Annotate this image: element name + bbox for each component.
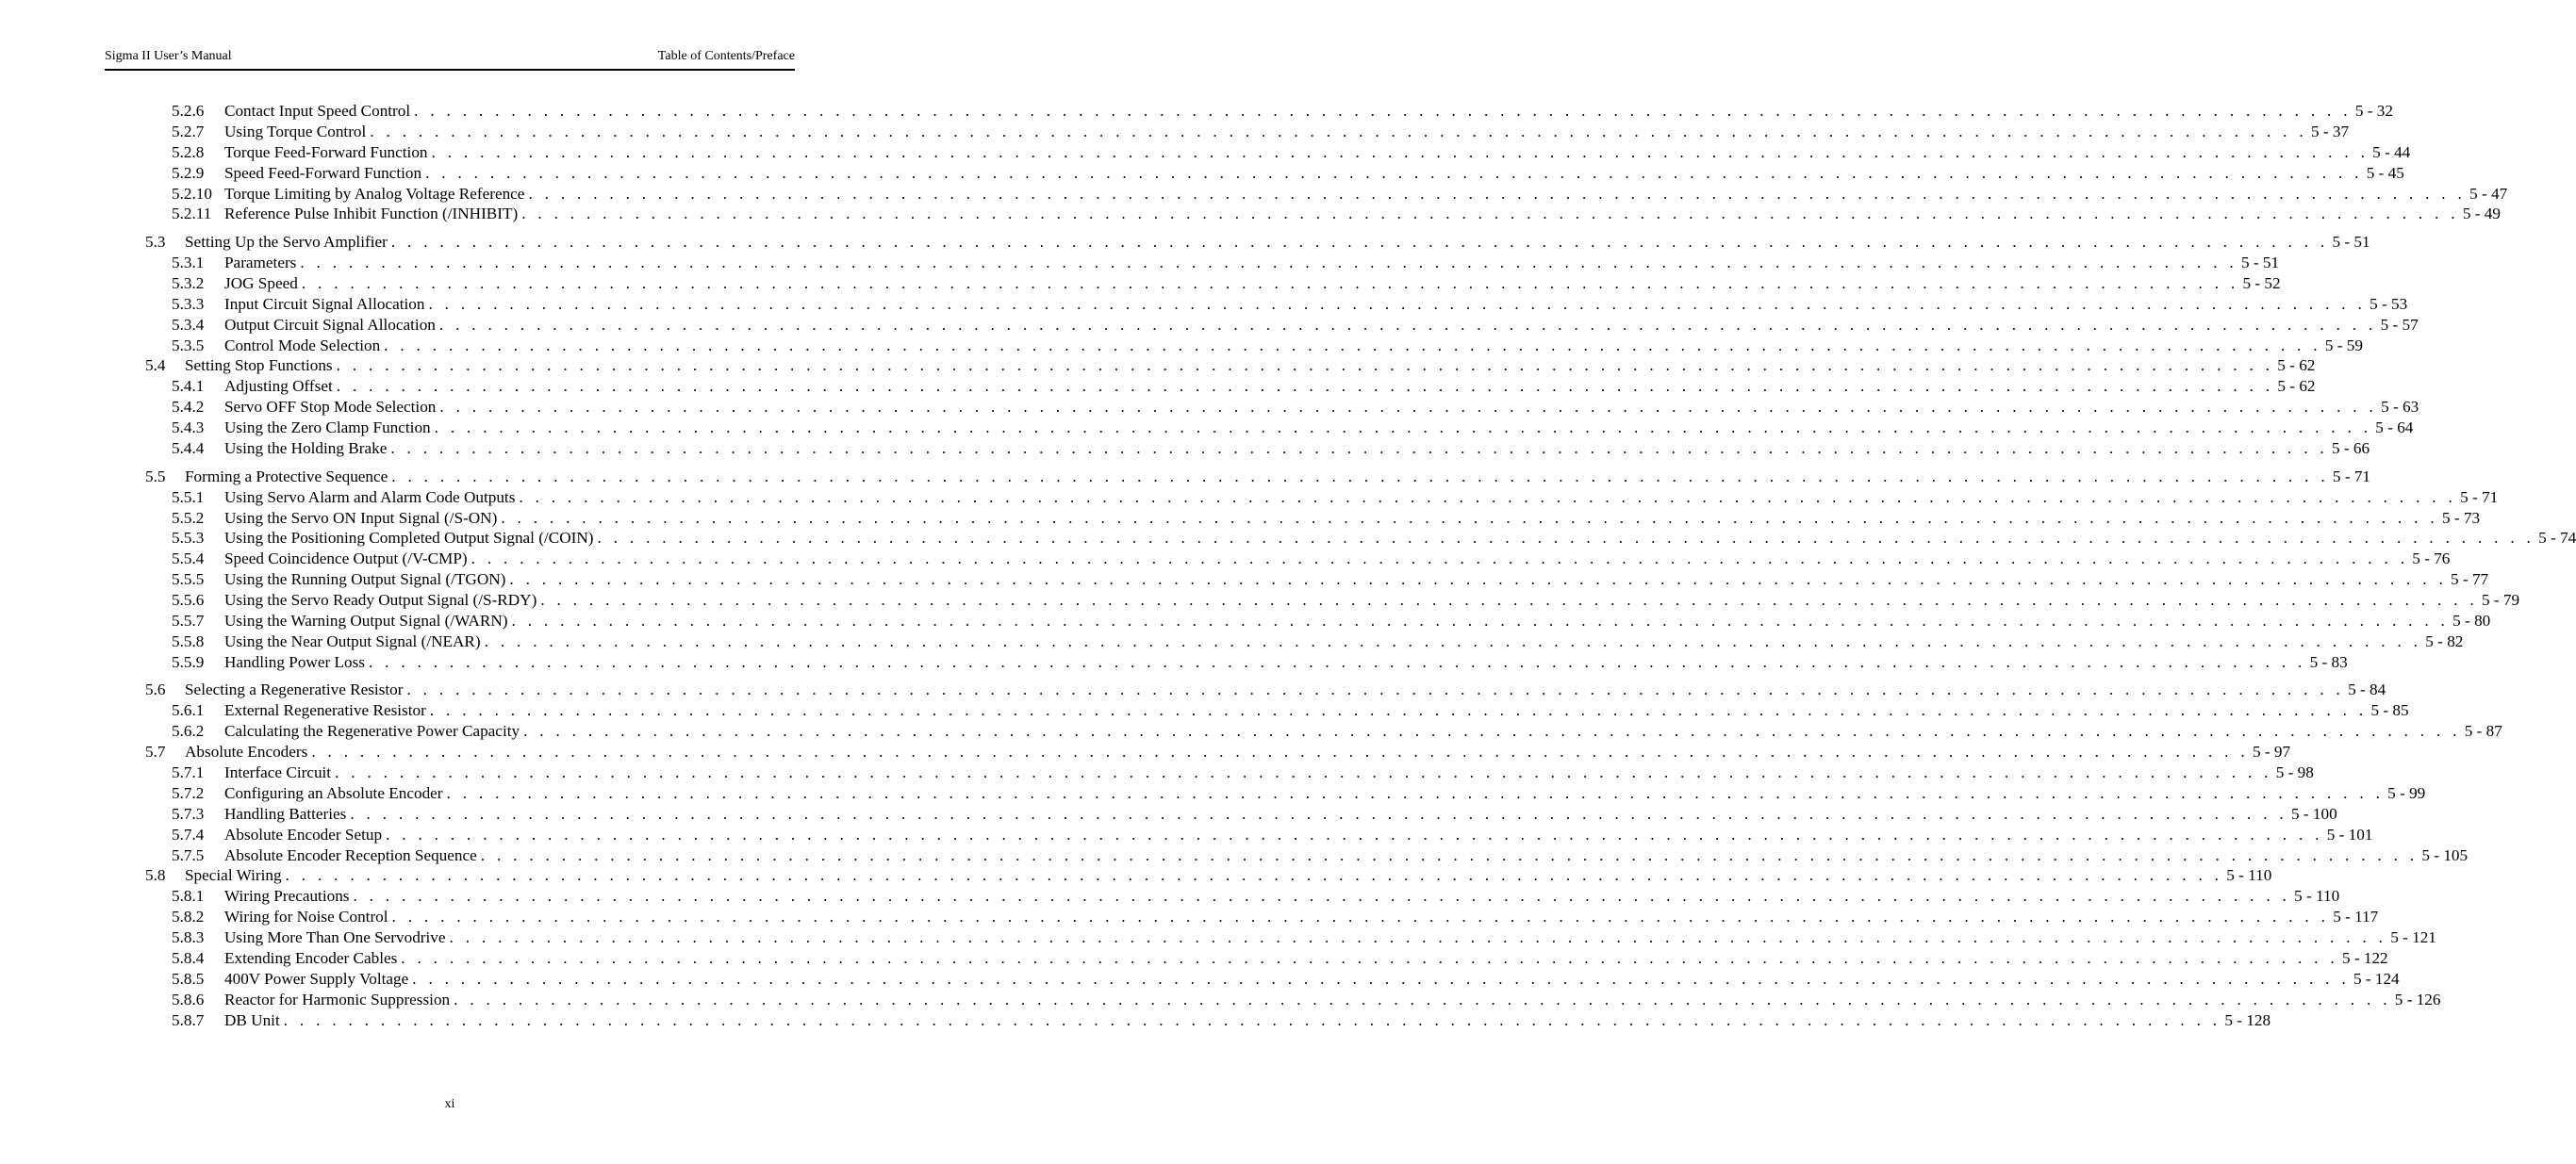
dot-leader: . . . . . . . . . . . . . . . . . . . . . . . . . . . . . . . . . . . . . . . . . . . . . . . . . . . . . . . . . . . . . . . . . . . . . . . . . . . . . . . . . . . . . . . . . . . . . . . . . . . . . . . . . . . . . . . . . . . . . . . . (511, 611, 2450, 630)
toc-entry[interactable] (0, 232, 2370, 253)
entry-title-line (224, 438, 2370, 459)
dot-leader: . . . . . . . . . . . . . . . . . . . . . . . . . . . . . . . . . . . . . . . . . . . . . . . . . . . . . . . . . . . . . . . . . . . . . . . . . . . . . . . . . . . . . . . . . . . . . . . . . . . . . . . . . . . . . . . . . . . . . . . . (390, 439, 2328, 458)
dot-leader: . . . . . . . . . . . . . . . . . . . . . . . . . . . . . . . . . . . . . . . . . . . . . . . . . . . . . . . . . . . . . . . . . . . . . . . . . . . . . . . . . . . . . . . . . . . . . . . . . . . . . . . . . . . . . . . . . . . . . . . . (523, 722, 2461, 741)
toc-entry[interactable] (0, 865, 2272, 886)
entry-title-line (224, 569, 2489, 590)
entry-title-line (224, 101, 2393, 122)
dot-leader: . . . . . . . . . . . . . . . . . . . . . . . . . . . . . . . . . . . . . . . . . . . . . . . . . . . . . . . . . . . . . . . . . . . . . . . . . . . . . . . . . . . . . . . . . . . . . . . . . . . . . . . . . . . . . . . . . . . . . . . . (391, 908, 2330, 926)
entry-title: Speed Feed-Forward Function (224, 163, 425, 184)
toc-entry[interactable] (0, 204, 2501, 224)
entry-title: 400V Power Supply Voltage (224, 969, 412, 990)
entry-page: 5 - 80 (2449, 611, 2490, 631)
entry-number: 5.8.5 (172, 969, 205, 988)
entry-page: 5 - 73 (2438, 508, 2480, 529)
dot-leader: . . . . . . . . . . . . . . . . . . . . . . . . . . . . . . . . . . . . . . . . . . . . . . . . . . . . . . . . . . . . . . . . . . . . . . . . . . . . . . . . . . . . . . . . . . . . . . . . . . . . . . . . . . . . . . . . . . . . . . . . (439, 398, 2378, 417)
entry-title: Parameters (224, 253, 300, 273)
entry-number: 5.8 (145, 866, 166, 885)
entry-title: Reference Pulse Inhibit Function (/INHIBIT) (224, 204, 521, 224)
entry-number: 5.4.1 (172, 377, 205, 396)
dot-leader: . . . . . . . . . . . . . . . . . . . . . . . . . . . . . . . . . . . . . . . . . . . . . . . . . . . . . . . . . . . . . . . . . . . . . . . . . . . . . . . . . . . . . . . . . . . . . . . . . . . . . . . . . . . . . . . . . . . . . . . . (336, 356, 2274, 375)
entry-number: 5.7.5 (172, 845, 205, 864)
dot-leader: . . . . . . . . . . . . . . . . . . . . . . . . . . . . . . . . . . . . . . . . . . . . . . . . . . . . . . . . . . . . . . . . . . . . . . . . . . . . . . . . . . . . . . . . . . . . . . . . . . . . . . . . . . . . . . . . . . . . . . . . (540, 591, 2478, 610)
toc-entry[interactable] (0, 845, 2469, 866)
toc-entry[interactable] (0, 184, 2508, 205)
toc-entry[interactable] (0, 762, 2314, 783)
entry-number: 5.7.4 (172, 825, 205, 844)
toc-entry[interactable] (0, 948, 2388, 969)
toc-entry[interactable] (0, 631, 2464, 652)
dot-leader: . . . . . . . . . . . . . . . . . . . . . . . . . . . . . . . . . . . . . . . . . . . . . . . . . . . . . . . . . . . . . . . . . . . . . . . . . . . . . . . . . . . . . . . . . . . . . . . . . . . . . . . . . . . . . . . . . . . . . . . . (370, 122, 2307, 140)
entry-title: Wiring for Noise Control (224, 907, 392, 927)
toc-entry[interactable] (0, 990, 2441, 1010)
entry-number: 5.3.5 (172, 336, 205, 354)
entry-title-line (224, 253, 2280, 273)
toc-entry[interactable] (0, 721, 2502, 742)
entry-title-line (224, 273, 2281, 294)
entry-title-line (224, 487, 2499, 508)
entry-page: 5 - 49 (2459, 204, 2501, 224)
entry-number: 5.8.7 (172, 1010, 205, 1029)
entry-number: 5.8.6 (172, 990, 205, 1008)
entry-page: 5 - 110 (2290, 886, 2339, 907)
entry-title: Reactor for Harmonic Suppression (224, 990, 454, 1010)
toc-entry[interactable] (0, 783, 2426, 804)
entry-page: 5 - 84 (2344, 680, 2386, 700)
entry-title: Absolute Encoders (185, 742, 311, 762)
dot-leader: . . . . . . . . . . . . . . . . . . . . . . . . . . . . . . . . . . . . . . . . . . . . . . . . . . . . . . . . . . . . . . . . . . . . . . . . . . . . . . . . . . . . . . . . . . . . . . . . . . . . . . . . . . . . . . . . . . . . . . . . (300, 254, 2238, 272)
toc-entry[interactable] (0, 397, 2419, 418)
entry-title: Special Wiring (185, 865, 286, 886)
entry-title: Servo OFF Stop Mode Selection (224, 397, 439, 418)
entry-page: 5 - 117 (2329, 907, 2378, 927)
dot-leader: . . . . . . . . . . . . . . . . . . . . . . . . . . . . . . . . . . . . . . . . . . . . . . . . . . . . . . . . . . . . . . . . . . . . . . . . . . . . . . . . . . . . . . . . . . . . . . . . . . . . . . . . . . . . . . . . . . . . . . . . (353, 887, 2291, 906)
dot-leader: . . . . . . . . . . . . . . . . . . . . . . . . . . . . . . . . . . . . . . . . . . . . . . . . . . . . . . . . . . . . . . . . . . . . . . . . . . . . . . . . . . . . . . . . . . . . . . . . . . . . . . . . . . . . . . . . . . . . . . . . (438, 315, 2377, 334)
toc-entry[interactable] (0, 927, 2436, 948)
entry-page: 5 - 77 (2447, 569, 2488, 590)
entry-title: JOG Speed (224, 273, 302, 294)
entry-title-line (224, 549, 2451, 569)
entry-title-line (185, 742, 2291, 762)
entry-page: 5 - 47 (2466, 184, 2507, 205)
toc-entry[interactable] (0, 273, 2281, 294)
entry-title: Using Torque Control (224, 122, 370, 142)
entry-title: Selecting a Regenerative Resistor (185, 680, 406, 700)
toc-entry[interactable] (0, 253, 2280, 273)
toc-entry[interactable] (0, 101, 2393, 122)
entry-title-line (224, 204, 2501, 224)
group-spacer (0, 224, 900, 232)
toc-entry[interactable] (0, 804, 2337, 825)
entry-number: 5.2.7 (172, 122, 205, 140)
entry-page: 5 - 51 (2328, 232, 2370, 253)
group-spacer (0, 673, 900, 680)
entry-title-line (224, 528, 2576, 549)
toc-entry[interactable] (0, 569, 2489, 590)
dot-leader: . . . . . . . . . . . . . . . . . . . . . . . . . . . . . . . . . . . . . . . . . . . . . . . . . . . . . . . . . . . . . . . . . . . . . . . . . . . . . . . . . . . . . . . . . . . . . . . . . . . . . . . . . . . . . . . . . . . . . . . . (521, 205, 2459, 223)
entry-number: 5.5.8 (172, 631, 205, 650)
entry-page: 5 - 110 (2222, 865, 2271, 886)
toc-entry[interactable] (0, 652, 2348, 673)
entry-title: Speed Coincidence Output (/V-CMP) (224, 549, 471, 569)
entry-title: Configuring an Absolute Encoder (224, 783, 447, 804)
entry-page: 5 - 87 (2461, 721, 2502, 742)
entry-number: 5.6.1 (172, 701, 205, 720)
entry-number: 5.3.1 (172, 254, 205, 272)
dot-leader: . . . . . . . . . . . . . . . . . . . . . . . . . . . . . . . . . . . . . . . . . . . . . . . . . . . . . . . . . . . . . . . . . . . . . . . . . . . . . . . . . . . . . . . . . . . . . . . . . . . . . . . . . . . . . . . . . . . . . . . . (335, 763, 2272, 781)
toc-entry[interactable] (0, 590, 2520, 611)
entry-title: Calculating the Regenerative Power Capacity (224, 721, 523, 742)
entry-title: Adjusting Offset (224, 376, 337, 397)
entry-page: 5 - 98 (2272, 762, 2314, 783)
dot-leader: . . . . . . . . . . . . . . . . . . . . . . . . . . . . . . . . . . . . . . . . . . . . . . . . . . . . . . . . . . . . . . . . . . . . . . . . . . . . . . . . . . . . . . . . . . . . . . . . . . . . . . . . . . . . . . . . . . . . . . . . (449, 928, 2387, 947)
entry-title: Absolute Encoder Setup (224, 825, 386, 845)
entry-title-line (224, 762, 2314, 783)
entry-page: 5 - 44 (2369, 142, 2410, 163)
entry-title-line (185, 355, 2316, 376)
entry-title-line (185, 865, 2272, 886)
entry-page: 5 - 99 (2384, 783, 2425, 804)
entry-title-line (224, 907, 2379, 927)
entry-number: 5.7.3 (172, 804, 205, 823)
entry-title-line (224, 804, 2337, 825)
entry-title-line (224, 845, 2469, 866)
entry-page: 5 - 51 (2237, 253, 2279, 273)
entry-number: 5.2.11 (172, 205, 212, 223)
toc-entry[interactable] (0, 122, 2350, 142)
entry-title-line (185, 232, 2370, 253)
entry-title: Control Mode Selection (224, 336, 384, 356)
entry-title-line (224, 990, 2441, 1010)
entry-page: 5 - 121 (2386, 927, 2436, 948)
entry-number: 5.8.1 (172, 887, 205, 906)
entry-title: Using the Warning Output Signal (/WARN) (224, 611, 512, 631)
entry-page: 5 - 71 (2329, 467, 2370, 487)
entry-title-line (224, 611, 2491, 631)
dot-leader: . . . . . . . . . . . . . . . . . . . . . . . . . . . . . . . . . . . . . . . . . . . . . . . . . . . . . . . . . . . . . . . . . . . . . . . . . . . . . . . . . . . . . . . . . . . . . . . . . . . . . . . . . . . . . . . . . . . . . . . . (425, 163, 2363, 182)
dot-leader: . . . . . . . . . . . . . . . . . . . . . . . . . . . . . . . . . . . . . . . . . . . . . . . . . . . . . . . . . . . . . . . . . . . . . . . . . . . . . . . . . . . . . . . . . . . . . . . . . . . . . . . . . . . . . . . . . . . . . . . . (336, 377, 2274, 396)
entry-number: 5.7.2 (172, 783, 205, 802)
dot-leader: . . . . . . . . . . . . . . . . . . . . . . . . . . . . . . . . . . . . . . . . . . . . . . . . . . . . . . . . . . . . . . . . . . . . . . . . . . . . . . . . . . . . . . . . . . . . . . . . . . . . . . . . . . . . . . . . . . . . . . . . (386, 825, 2323, 844)
entry-page: 5 - 100 (2287, 804, 2337, 825)
entry-title-line (224, 376, 2316, 397)
dot-leader: . . . . . . . . . . . . . . . . . . . . . . . . . . . . . . . . . . . . . . . . . . . . . . . . . . . . . . . . . . . . . . . . . . . . . . . . . . . . . . . . . . . . . . . . . . . . . . . . . . . . . . . . . . . . . . . . . . . . . . . . (509, 570, 2448, 589)
dot-leader: . . . . . . . . . . . . . . . . . . . . . . . . . . . . . . . . . . . . . . . . . . . . . . . . . . . . . . . . . . . . . . . . . . . . . . . . . . . . . . . . . . . . . . . . . . . . . . . . . . . . . . . . . . . . . . . . . . . . . . . . (285, 866, 2223, 885)
dot-leader: . . . . . . . . . . . . . . . . . . . . . . . . . . . . . . . . . . . . . . . . . . . . . . . . . . . . . . . . . . . . . . . . . . . . . . . . . . . . . . . . . . . . . . . . . . . . . . . . . . . . . . . . . . . . . . . . . . . . . . . . (350, 804, 2288, 823)
entry-number: 5.7 (145, 743, 166, 762)
section-title: Table of Contents/Preface (657, 49, 795, 63)
entry-page: 5 - 45 (2363, 163, 2404, 184)
entry-number: 5.2.10 (172, 184, 212, 203)
toc-entry[interactable] (0, 907, 2379, 927)
entry-title-line (185, 467, 2371, 487)
entry-title: Setting Up the Servo Amplifier (185, 232, 391, 253)
toc-entry[interactable] (0, 700, 2409, 721)
entry-title-line (224, 969, 2400, 990)
entry-page: 5 - 97 (2249, 742, 2290, 762)
entry-title: Handling Power Loss (224, 652, 369, 673)
dot-leader: . . . . . . . . . . . . . . . . . . . . . . . . . . . . . . . . . . . . . . . . . . . . . . . . . . . . . . . . . . . . . . . . . . . . . . . . . . . . . . . . . . . . . . . . . . . . . . . . . . . . . . . . . . . . . . . . . . . . . . . . (384, 336, 2321, 354)
entry-page: 5 - 62 (2273, 376, 2315, 397)
entry-number: 5.4.2 (172, 398, 205, 417)
entry-page: 5 - 37 (2307, 122, 2349, 142)
entry-title-line (224, 783, 2426, 804)
entry-title: Using the Running Output Signal (/TGON) (224, 569, 509, 590)
dot-leader: . . . . . . . . . . . . . . . . . . . . . . . . . . . . . . . . . . . . . . . . . . . . . . . . . . . . . . . . . . . . . . . . . . . . . . . . . . . . . . . . . . . . . . . . . . . . . . . . . . . . . . . . . . . . . . . . . . . . . . . . (454, 990, 2391, 1008)
entry-page: 5 - 83 (2306, 652, 2348, 673)
entry-page: 5 - 52 (2238, 273, 2280, 294)
entry-number: 5.8.4 (172, 949, 205, 968)
entry-title-line (224, 948, 2388, 969)
entry-title: Contact Input Speed Control (224, 101, 414, 122)
entry-title: Using the Holding Brake (224, 438, 390, 459)
dot-leader: . . . . . . . . . . . . . . . . . . . . . . . . . . . . . . . . . . . . . . . . . . . . . . . . . . . . . . . . . . . . . . . . . . . . . . . . . . . . . . . . . . . . . . . . . . . . . . . . . . . . . . . . . . . . . . . . . . . . . . . . (446, 783, 2385, 802)
entry-number: 5.2.8 (172, 142, 205, 161)
entry-number: 5.8.3 (172, 928, 205, 947)
entry-title: Using the Servo ON Input Signal (/S-ON) (224, 508, 501, 529)
entry-page: 5 - 128 (2221, 1010, 2271, 1031)
dot-leader: . . . . . . . . . . . . . . . . . . . . . . . . . . . . . . . . . . . . . . . . . . . . . . . . . . . . . . . . . . . . . . . . . . . . . . . . . . . . . . . . . . . . . . . . . . . . . . . . . . . . . . . . . . . . . . . . . . . . . . . . (311, 743, 2249, 762)
toc-entry[interactable] (0, 467, 2371, 487)
entry-page: 5 - 76 (2408, 549, 2450, 569)
entry-page: 5 - 105 (2418, 845, 2468, 866)
toc-entry[interactable] (0, 611, 2491, 631)
entry-title: Using Servo Alarm and Alarm Code Outputs (224, 487, 519, 508)
toc-entry[interactable] (0, 886, 2340, 907)
entry-title-line (224, 142, 2411, 163)
entry-number: 5.7.1 (172, 763, 205, 781)
page-number: xi (444, 1097, 455, 1111)
entry-title: Using the Positioning Completed Output Signal (/COIN) (224, 528, 598, 549)
entry-title-line (224, 590, 2520, 611)
entry-title: Torque Limiting by Analog Voltage Reference (224, 184, 528, 205)
dot-leader: . . . . . . . . . . . . . . . . . . . . . . . . . . . . . . . . . . . . . . . . . . . . . . . . . . . . . . . . . . . . . . . . . . . . . . . . . . . . . . . . . . . . . . . . . . . . . . . . . . . . . . . . . . . . . . . . . . . . . . . . (471, 549, 2409, 568)
toc-entry[interactable] (0, 438, 2370, 459)
entry-page: 5 - 63 (2377, 397, 2419, 418)
entry-title: External Regenerative Resistor (224, 700, 430, 721)
entry-title: Input Circuit Signal Allocation (224, 294, 428, 315)
dot-leader: . . . . . . . . . . . . . . . . . . . . . . . . . . . . . . . . . . . . . . . . . . . . . . . . . . . . . . . . . . . . . . . . . . . . . . . . . . . . . . . . . . . . . . . . . . . . . . . . . . . . . . . . . . . . . . . . . . . . . . . . (401, 949, 2338, 968)
entry-title: Interface Circuit (224, 762, 335, 783)
dot-leader: . . . . . . . . . . . . . . . . . . . . . . . . . . . . . . . . . . . . . . . . . . . . . . . . . . . . . . . . . . . . . . . . . . . . . . . . . . . . . . . . . . . . . . . . . . . . . . . . . . . . . . . . . . . . . . . . . . . . . . . . (528, 184, 2467, 203)
toc-entry[interactable] (0, 418, 2414, 438)
page-header (105, 48, 795, 71)
entry-title: Extending Encoder Cables (224, 948, 401, 969)
entry-number: 5.2.9 (172, 163, 205, 182)
entry-page: 5 - 57 (2377, 315, 2419, 336)
entry-title: Absolute Encoder Reception Sequence (224, 845, 481, 866)
entry-page: 5 - 82 (2421, 631, 2463, 652)
entry-title-line (224, 927, 2436, 948)
entry-page: 5 - 85 (2367, 700, 2408, 721)
entry-title: DB Unit (224, 1010, 284, 1031)
entry-title-line (224, 315, 2419, 336)
entry-title-line (224, 721, 2502, 742)
group-spacer (0, 459, 900, 467)
entry-number: 5.5.1 (172, 487, 205, 506)
dot-leader: . . . . . . . . . . . . . . . . . . . . . . . . . . . . . . . . . . . . . . . . . . . . . . . . . . . . . . . . . . . . . . . . . . . . . . . . . . . . . . . . . . . . . . . . . . . . . . . . . . . . . . . . . . . . . . . . . . . . . . . . (484, 631, 2422, 650)
entry-page: 5 - 122 (2338, 948, 2388, 969)
entry-number: 5.5.6 (172, 591, 205, 610)
toc-entry[interactable] (0, 969, 2400, 990)
table-of-contents (0, 101, 2576, 1031)
entry-title: Using the Servo Ready Output Signal (/S-RDY) (224, 590, 540, 611)
toc-entry[interactable] (0, 1010, 2271, 1031)
entry-title-line (224, 122, 2350, 142)
dot-leader: . . . . . . . . . . . . . . . . . . . . . . . . . . . . . . . . . . . . . . . . . . . . . . . . . . . . . . . . . . . . . . . . . . . . . . . . . . . . . . . . . . . . . . . . . . . . . . . . . . . . . . . . . . . . . . . . . . . . . . . . (519, 487, 2457, 506)
entry-title-line (224, 163, 2404, 184)
entry-page: 5 - 64 (2371, 418, 2413, 438)
entry-title: Setting Stop Functions (185, 355, 337, 376)
dot-leader: . . . . . . . . . . . . . . . . . . . . . . . . . . . . . . . . . . . . . . . . . . . . . . . . . . . . . . . . . . . . . . . . . . . . . . . . . . . . . . . . . . . . . . . . . . . . . . . . . . . . . . . . . . . . . . . . . . . . . . . . (428, 294, 2367, 313)
entry-title: Using the Near Output Signal (/NEAR) (224, 631, 485, 652)
dot-leader: . . . . . . . . . . . . . . . . . . . . . . . . . . . . . . . . . . . . . . . . . . . . . . . . . . . . . . . . . . . . . . . . . . . . . . . . . . . . . . . . . . . . . . . . . . . . . . . . . . . . . . . . . . . . . . . . . . . . . . . . (283, 1010, 2221, 1029)
toc-entry[interactable] (0, 163, 2404, 184)
toc-entry[interactable] (0, 294, 2408, 315)
dot-leader: . . . . . . . . . . . . . . . . . . . . . . . . . . . . . . . . . . . . . . . . . . . . . . . . . . . . . . . . . . . . . . . . . . . . . . . . . . . . . . . . . . . . . . . . . . . . . . . . . . . . . . . . . . . . . . . . . . . . . . . . (301, 273, 2239, 292)
entry-page: 5 - 124 (2350, 969, 2400, 990)
dot-leader: . . . . . . . . . . . . . . . . . . . . . . . . . . . . . . . . . . . . . . . . . . . . . . . . . . . . . . . . . . . . . . . . . . . . . . . . . . . . . . . . . . . . . . . . . . . . . . . . . . . . . . . . . . . . . . . . . . . . . . . . (368, 652, 2306, 671)
manual-title: Sigma II User’s Manual (105, 49, 232, 63)
toc-entry[interactable] (0, 336, 2363, 356)
dot-leader: . . . . . . . . . . . . . . . . . . . . . . . . . . . . . . . . . . . . . . . . . . . . . . . . . . . . . . . . . . . . . . . . . . . . . . . . . . . . . . . . . . . . . . . . . . . . . . . . . . . . . . . . . . . . . . . . . . . . . . . . (414, 102, 2352, 120)
toc-entry[interactable] (0, 355, 2316, 376)
entry-title-line (224, 631, 2464, 652)
entry-number: 5.5.7 (172, 611, 205, 630)
entry-title: Using the Zero Clamp Function (224, 418, 435, 438)
entry-title-line (224, 184, 2508, 205)
entry-number: 5.3 (145, 233, 166, 252)
entry-number: 5.4.3 (172, 418, 205, 437)
entry-page: 5 - 59 (2321, 336, 2363, 356)
entry-page: 5 - 79 (2478, 590, 2519, 611)
toc-entry[interactable] (0, 508, 2481, 529)
entry-title-line (224, 397, 2419, 418)
entry-page: 5 - 32 (2352, 101, 2393, 122)
toc-entry[interactable] (0, 142, 2411, 163)
dot-leader: . . . . . . . . . . . . . . . . . . . . . . . . . . . . . . . . . . . . . . . . . . . . . . . . . . . . . . . . . . . . . . . . . . . . . . . . . . . . . . . . . . . . . . . . . . . . . . . . . . . . . . . . . . . . . . . . . . . . . . . . (429, 701, 2368, 720)
entry-title-line (224, 652, 2348, 673)
dot-leader: . . . . . . . . . . . . . . . . . . . . . . . . . . . . . . . . . . . . . . . . . . . . . . . . . . . . . . . . . . . . . . . . . . . . . . . . . . . . . . . . . . . . . . . . . . . . . . . . . . . . . . . . . . . . . . . . . . . . . . . . (406, 680, 2345, 699)
entry-title-line (224, 1010, 2271, 1031)
entry-title: Torque Feed-Forward Function (224, 142, 432, 163)
entry-number: 5.5.3 (172, 529, 205, 548)
toc-entry[interactable] (0, 825, 2373, 845)
entry-title-line (224, 825, 2373, 845)
dot-leader: . . . . . . . . . . . . . . . . . . . . . . . . . . . . . . . . . . . . . . . . . . . . . . . . . . . . . . . . . . . . . . . . . . . . . . . . . . . . . . . . . . . . . . . . . . . . . . . . . . . . . . . . . . . . . . . . . . . . . . . . (597, 529, 2535, 548)
entry-page: 5 - 71 (2456, 487, 2498, 508)
entry-number: 5.5.2 (172, 508, 205, 527)
dot-leader: . . . . . . . . . . . . . . . . . . . . . . . . . . . . . . . . . . . . . . . . . . . . . . . . . . . . . . . . . . . . . . . . . . . . . . . . . . . . . . . . . . . . . . . . . . . . . . . . . . . . . . . . . . . . . . . . . . . . . . . . (412, 969, 2350, 988)
entry-page: 5 - 101 (2323, 825, 2373, 845)
dot-leader: . . . . . . . . . . . . . . . . . . . . . . . . . . . . . . . . . . . . . . . . . . . . . . . . . . . . . . . . . . . . . . . . . . . . . . . . . . . . . . . . . . . . . . . . . . . . . . . . . . . . . . . . . . . . . . . . . . . . . . . . (391, 467, 2329, 485)
entry-title-line (224, 700, 2409, 721)
entry-title-line (224, 886, 2340, 907)
toc-entry[interactable] (0, 376, 2316, 397)
entry-title-line (224, 336, 2363, 356)
entry-page: 5 - 74 (2535, 528, 2576, 549)
dot-leader: . . . . . . . . . . . . . . . . . . . . . . . . . . . . . . . . . . . . . . . . . . . . . . . . . . . . . . . . . . . . . . . . . . . . . . . . . . . . . . . . . . . . . . . . . . . . . . . . . . . . . . . . . . . . . . . . . . . . . . . . (431, 142, 2370, 161)
dot-leader: . . . . . . . . . . . . . . . . . . . . . . . . . . . . . . . . . . . . . . . . . . . . . . . . . . . . . . . . . . . . . . . . . . . . . . . . . . . . . . . . . . . . . . . . . . . . . . . . . . . . . . . . . . . . . . . . . . . . . . . . (480, 845, 2419, 864)
toc-entry[interactable] (0, 680, 2386, 700)
entry-number: 5.6 (145, 680, 166, 699)
entry-title-line (224, 418, 2414, 438)
entry-page: 5 - 53 (2366, 294, 2407, 315)
entry-title: Output Circuit Signal Allocation (224, 315, 439, 336)
entry-number: 5.3.4 (172, 315, 205, 334)
toc-entry[interactable] (0, 315, 2419, 336)
dot-leader: . . . . . . . . . . . . . . . . . . . . . . . . . . . . . . . . . . . . . . . . . . . . . . . . . . . . . . . . . . . . . . . . . . . . . . . . . . . . . . . . . . . . . . . . . . . . . . . . . . . . . . . . . . . . . . . . . . . . . . . . (501, 508, 2438, 527)
entry-number: 5.2.6 (172, 102, 205, 120)
entry-number: 5.4.4 (172, 439, 205, 458)
entry-number: 5.5 (145, 467, 166, 485)
entry-number: 5.3.3 (172, 294, 205, 313)
entry-title: Forming a Protective Sequence (185, 467, 391, 487)
entry-title: Wiring Precautions (224, 886, 353, 907)
toc-entry[interactable] (0, 528, 2576, 549)
entry-title: Handling Batteries (224, 804, 350, 825)
entry-title-line (185, 680, 2386, 700)
entry-title: Using More Than One Servodrive (224, 927, 450, 948)
entry-title-line (224, 294, 2408, 315)
entry-number: 5.6.2 (172, 722, 205, 741)
entry-title-line (224, 508, 2481, 529)
entry-number: 5.5.9 (172, 652, 205, 671)
toc-entry[interactable] (0, 487, 2499, 508)
entry-number: 5.4 (145, 356, 166, 375)
entry-number: 5.5.5 (172, 570, 205, 589)
entry-number: 5.8.2 (172, 908, 205, 926)
entry-number: 5.5.4 (172, 549, 205, 568)
toc-entry[interactable] (0, 742, 2291, 762)
entry-page: 5 - 66 (2328, 438, 2370, 459)
toc-entry[interactable] (0, 549, 2451, 569)
dot-leader: . . . . . . . . . . . . . . . . . . . . . . . . . . . . . . . . . . . . . . . . . . . . . . . . . . . . . . . . . . . . . . . . . . . . . . . . . . . . . . . . . . . . . . . . . . . . . . . . . . . . . . . . . . . . . . . . . . . . . . . . (390, 233, 2329, 252)
entry-page: 5 - 126 (2391, 990, 2441, 1010)
dot-leader: . . . . . . . . . . . . . . . . . . . . . . . . . . . . . . . . . . . . . . . . . . . . . . . . . . . . . . . . . . . . . . . . . . . . . . . . . . . . . . . . . . . . . . . . . . . . . . . . . . . . . . . . . . . . . . . . . . . . . . . . (434, 418, 2372, 437)
entry-number: 5.3.2 (172, 273, 205, 292)
entry-page: 5 - 62 (2273, 355, 2315, 376)
